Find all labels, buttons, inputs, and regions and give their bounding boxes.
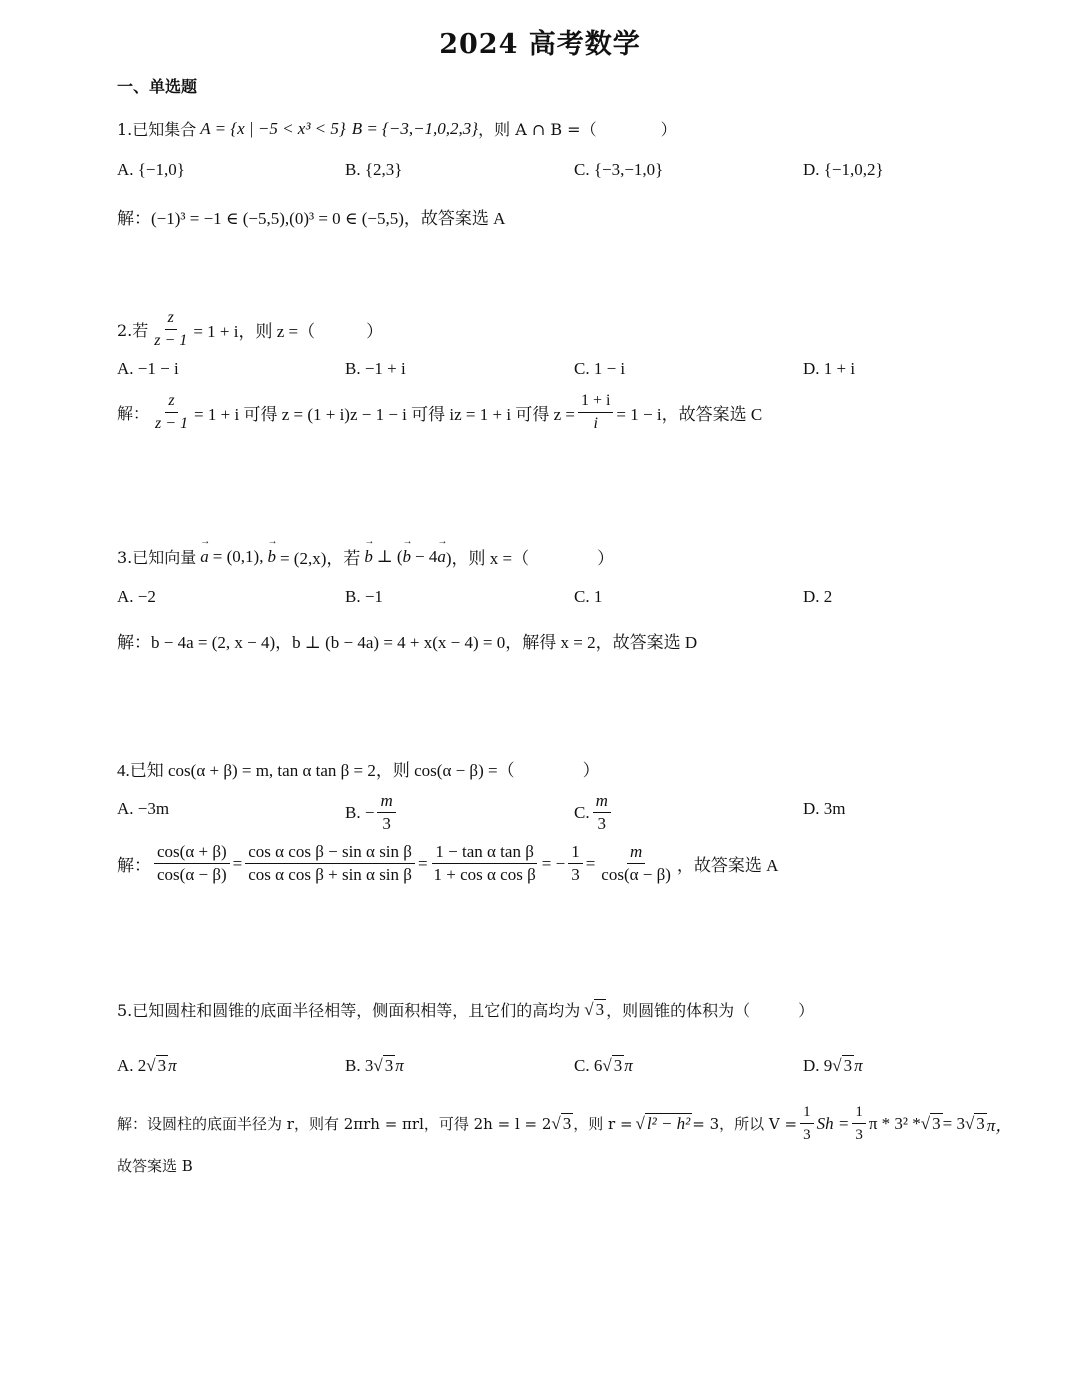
q2-solution-end: = 1 − i，故答案选 C <box>616 405 763 424</box>
q5-option-d <box>803 1056 863 1076</box>
q2-solution-fraction <box>152 391 191 434</box>
q4-frac-1 <box>154 842 230 885</box>
question-2-prefix: 2.若 <box>117 321 149 340</box>
q2-sol-frac2-den: i <box>593 415 598 432</box>
vector-a: → a <box>200 547 209 567</box>
q4-frac-2-den: cos α cos β + sin α sin β <box>248 865 412 884</box>
q5-frac-1 <box>800 1102 814 1145</box>
q2-fraction-numerator: z <box>165 308 177 330</box>
vector-a-2: → a <box>437 547 446 567</box>
question-3-end: )，则 x =（ ） <box>445 549 615 568</box>
q4-option-b-num: m <box>377 791 395 813</box>
sqrt-three: √ 3 <box>584 999 605 1019</box>
q5-frac-1-num: 1 <box>800 1102 814 1124</box>
q5-sol-sqrt-2: √ l² − h² <box>635 1113 691 1133</box>
q5-option-b-prefix: B. 3 <box>345 1056 374 1075</box>
question-2-rest: = 1 + i，则 z =（ ） <box>193 322 384 341</box>
q4-frac-4-num: 1 <box>568 842 583 864</box>
q1-option-a: A. {−1,0} <box>117 160 185 179</box>
section-heading: 一、单选题 <box>117 77 198 96</box>
q2-solution <box>117 391 762 434</box>
q1-option-c: C. {−3,−1,0} <box>574 160 664 179</box>
q3-option-a: A. −2 <box>117 587 156 606</box>
question-1 <box>117 117 677 140</box>
q5-solution-c: = 3，所以 V = <box>692 1115 798 1133</box>
question-5 <box>117 998 814 1021</box>
q5-option-b <box>345 1056 404 1076</box>
question-2 <box>117 308 383 351</box>
q1-option-b: B. {2,3} <box>345 160 403 179</box>
sqrt-radicand: 3 <box>595 999 605 1019</box>
question-4: 4.已知 cos(α + β) = m, tan α tan β = 2，则 cos(α − β) =（ ） <box>117 761 600 780</box>
q2-option-c: C. 1 − i <box>574 359 626 378</box>
q2-sol-frac2-num: 1 + i <box>578 391 613 413</box>
q4-frac-3 <box>431 842 539 885</box>
paren-open: ( <box>396 546 403 566</box>
question-3 <box>117 544 614 569</box>
sqrt-radicand: 3 <box>843 1056 853 1075</box>
q5-option-b-sqrt: √ 3 <box>373 1056 394 1075</box>
vector-b-3: → b <box>403 547 412 567</box>
q5-solution-d: π * 3² * <box>868 1113 921 1133</box>
q5-option-a-prefix: A. 2 <box>117 1056 147 1075</box>
q4-frac-1-den: cos(α − β) <box>157 865 227 884</box>
page-title: 2024 高考数学 <box>439 29 641 60</box>
q4-option-c-prefix: C. <box>574 802 590 822</box>
q5-solution-line-2: 故答案选 B <box>117 1157 193 1175</box>
q4-frac-4-den: 3 <box>571 865 580 884</box>
q1-solution: 解：(−1)³ = −1 ∈ (−5,5),(0)³ = 0 ∈ (−5,5)，故答案选 A <box>117 209 506 228</box>
q5-option-c-prefix: C. 6 <box>574 1056 603 1075</box>
q5-frac-2-den: 3 <box>855 1127 863 1143</box>
q2-solution-fraction-2 <box>578 391 613 434</box>
q4-option-b-fraction <box>377 791 395 834</box>
q4-option-b <box>345 791 399 834</box>
q4-frac-2-num: cos α cos β − sin α sin β <box>245 842 415 864</box>
sqrt-radicand: 3 <box>562 1113 572 1133</box>
q4-frac-3-num: 1 − tan α tan β <box>432 842 536 864</box>
q5-sol-sqrt-4: √ 3 <box>964 1113 985 1133</box>
set-a: A = {x | −5 < x³ < 5} <box>200 118 346 138</box>
q2-solution-prefix: 解： <box>117 404 150 423</box>
q5-sol-sqrt-3: √ 3 <box>920 1113 941 1133</box>
sqrt-radicand: 3 <box>157 1056 167 1075</box>
q5-solution-e: = 3 <box>942 1113 965 1133</box>
question-1-prefix: 1.已知集合 <box>117 120 197 139</box>
pi-symbol: π <box>854 1056 863 1075</box>
q4-option-a: A. −3m <box>117 799 170 818</box>
equals-sign: = <box>232 853 243 873</box>
q2-option-b: B. −1 + i <box>345 359 406 378</box>
q3-option-c: C. 1 <box>574 587 603 606</box>
q4-frac-5-den: cos(α − β) <box>601 865 671 884</box>
q5-option-c-sqrt: √ 3 <box>602 1056 623 1075</box>
q2-sol-frac-den: z − 1 <box>155 415 189 432</box>
q4-solution <box>117 842 778 885</box>
q5-option-d-sqrt: √ 3 <box>832 1056 853 1075</box>
pi-symbol: π <box>624 1056 633 1075</box>
negative-equals: = − <box>541 853 566 873</box>
q5-frac-2 <box>852 1102 866 1145</box>
set-b: B = {−3,−1,0,2,3} <box>351 118 479 138</box>
q5-frac-2-num: 1 <box>852 1102 866 1124</box>
q4-option-b-den: 3 <box>382 814 391 833</box>
q5-frac-1-den: 3 <box>803 1127 811 1143</box>
vector-a-value: = (0,1), <box>212 546 264 566</box>
perp-symbol: ⊥ <box>376 546 393 566</box>
sqrt-radicand-lh: l² − h² <box>646 1113 691 1133</box>
q4-frac-2 <box>245 842 415 885</box>
q4-frac-4 <box>568 842 583 885</box>
q4-frac-3-den: 1 + cos α cos β <box>433 865 536 884</box>
q4-solution-prefix: 解： <box>117 856 151 875</box>
q5-solution <box>117 1102 1012 1145</box>
q4-option-b-prefix: B. − <box>345 802 375 822</box>
q5-solution-f: π， <box>986 1116 1013 1135</box>
q2-solution-mid: = 1 + i 可得 z = (1 + i)z − 1 − i 可得 iz = 1 + i 可得 z = <box>194 405 575 424</box>
q2-sol-frac-num: z <box>165 391 177 413</box>
q4-option-c <box>574 791 614 834</box>
q3-option-b: B. −1 <box>345 587 383 606</box>
q4-option-c-fraction <box>593 791 611 834</box>
q5-option-c <box>574 1056 633 1076</box>
sqrt-radicand: 3 <box>384 1056 394 1075</box>
question-1-ask: ，则 A ∩ B =（ ） <box>478 120 677 139</box>
pi-symbol: π <box>168 1056 177 1075</box>
vector-b: → b <box>267 547 276 567</box>
sqrt-radicand: 3 <box>932 1113 941 1133</box>
q3-option-d: D. 2 <box>803 587 833 606</box>
q5-option-d-prefix: D. 9 <box>803 1056 833 1075</box>
q4-option-c-num: m <box>593 791 611 813</box>
q1-option-d: D. {−1,0,2} <box>803 160 884 179</box>
q4-option-d: D. 3m <box>803 799 846 818</box>
vector-b-2: → b <box>364 547 373 567</box>
question-5-prefix: 5.已知圆柱和圆锥的底面半径相等，侧面积相等，且它们的高均为 <box>117 1001 581 1020</box>
equals-sign: = <box>417 853 428 873</box>
q2-option-d: D. 1 + i <box>803 359 856 378</box>
q5-solution-sh: Sh = <box>816 1113 850 1133</box>
q2-fraction <box>151 308 190 351</box>
q5-option-a <box>117 1056 177 1076</box>
sqrt-radicand: 3 <box>976 1113 985 1133</box>
q4-frac-1-num: cos(α + β) <box>154 842 230 864</box>
equals-sign: = <box>585 853 596 873</box>
q5-option-a-sqrt: √ 3 <box>146 1056 167 1075</box>
pi-symbol: π <box>395 1056 404 1075</box>
q2-fraction-denominator: z − 1 <box>154 332 188 349</box>
vector-b-value: = (2,x)，若 <box>279 549 361 568</box>
q4-solution-end: ，故答案选 A <box>676 856 779 875</box>
sqrt-radicand: 3 <box>613 1056 623 1075</box>
question-5-end: ，则圆锥的体积为（ ） <box>606 1001 815 1020</box>
q2-option-a: A. −1 − i <box>117 359 179 378</box>
q5-sol-sqrt-1: √ 3 <box>551 1113 572 1133</box>
q5-solution-a: 解：设圆柱的底面半径为 r，则有 2πrh = πrl，可得 2h = l = 2 <box>117 1115 552 1133</box>
q4-frac-5-num: m <box>627 842 645 864</box>
q5-solution-b: ，则 r = <box>573 1115 633 1133</box>
q3-solution: 解：b − 4a = (2, x − 4)，b ⊥ (b − 4a) = 4 + x(x − 4) = 0，解得 x = 2，故答案选 D <box>117 633 698 652</box>
question-3-prefix: 3.已知向量 <box>117 548 197 567</box>
minus-four: − 4 <box>415 546 438 566</box>
q4-option-c-den: 3 <box>597 814 606 833</box>
q4-frac-5 <box>598 842 674 885</box>
